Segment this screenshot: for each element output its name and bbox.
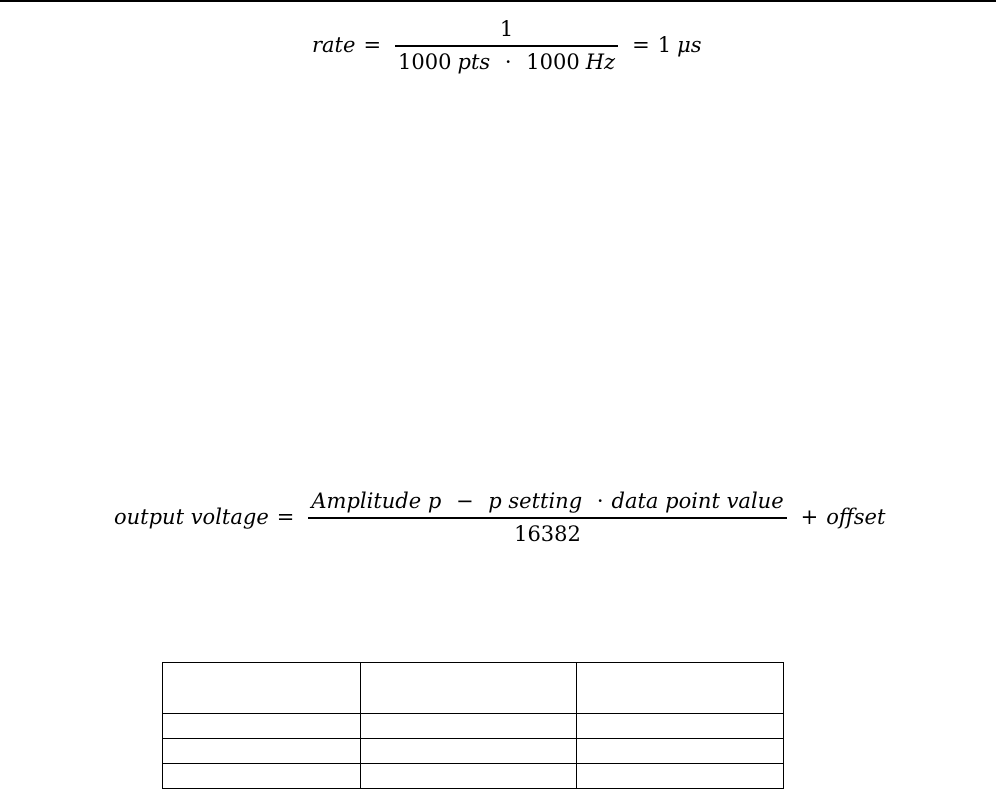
- table-header-cell: [163, 663, 361, 714]
- rate-den-dot: ·: [504, 49, 512, 74]
- table-header-cell: [361, 663, 577, 714]
- rate-lhs: rate: [312, 33, 356, 58]
- table-cell: [577, 739, 784, 764]
- table-cell: [163, 739, 361, 764]
- output-offset: offset: [826, 505, 886, 530]
- rate-den-a-num: 1000: [398, 49, 452, 74]
- rate-numerator: 1: [499, 17, 514, 41]
- table-cell: [577, 764, 784, 789]
- table-cell: [163, 764, 361, 789]
- table-header-row: [163, 663, 784, 714]
- output-voltage-equation: [114, 488, 885, 547]
- rate-result-num: 1: [657, 33, 672, 58]
- output-equals: =: [276, 505, 295, 530]
- output-plus: +: [800, 505, 819, 530]
- table-cell: [361, 764, 577, 789]
- rate-fraction: [395, 16, 618, 75]
- table-row: [163, 739, 784, 764]
- table-cell: [361, 739, 577, 764]
- rate-den-a-unit: pts: [457, 49, 491, 74]
- output-num-c: data point value: [611, 489, 784, 513]
- rate-fraction-bar: [395, 45, 618, 47]
- rate-equals-2: =: [632, 33, 650, 58]
- output-num-dot: ·: [596, 489, 604, 513]
- output-num-a: Amplitude p: [311, 489, 442, 513]
- table-cell: [163, 714, 361, 739]
- rate-denominator: [395, 49, 618, 75]
- table-row: [163, 764, 784, 789]
- output-num-b: p setting: [488, 489, 583, 513]
- rate-equation: [312, 16, 702, 75]
- output-lhs: output voltage: [114, 505, 269, 530]
- table-cell: [577, 714, 784, 739]
- top-rule: [0, 0, 996, 2]
- output-numerator: [308, 488, 786, 514]
- rate-result-unit: μs: [677, 33, 702, 58]
- rate-den-b-unit: Hz: [585, 49, 616, 74]
- rate-equals: =: [363, 33, 382, 58]
- output-num-minus: −: [455, 489, 474, 513]
- output-denominator: 16382: [514, 521, 581, 546]
- output-fraction-bar: [308, 517, 786, 519]
- table-cell: [361, 714, 577, 739]
- table-header-cell: [577, 663, 784, 714]
- table-row: [163, 714, 784, 739]
- output-fraction: [308, 488, 786, 547]
- rate-den-b-num: 1000: [526, 49, 580, 74]
- empty-table: [162, 662, 784, 789]
